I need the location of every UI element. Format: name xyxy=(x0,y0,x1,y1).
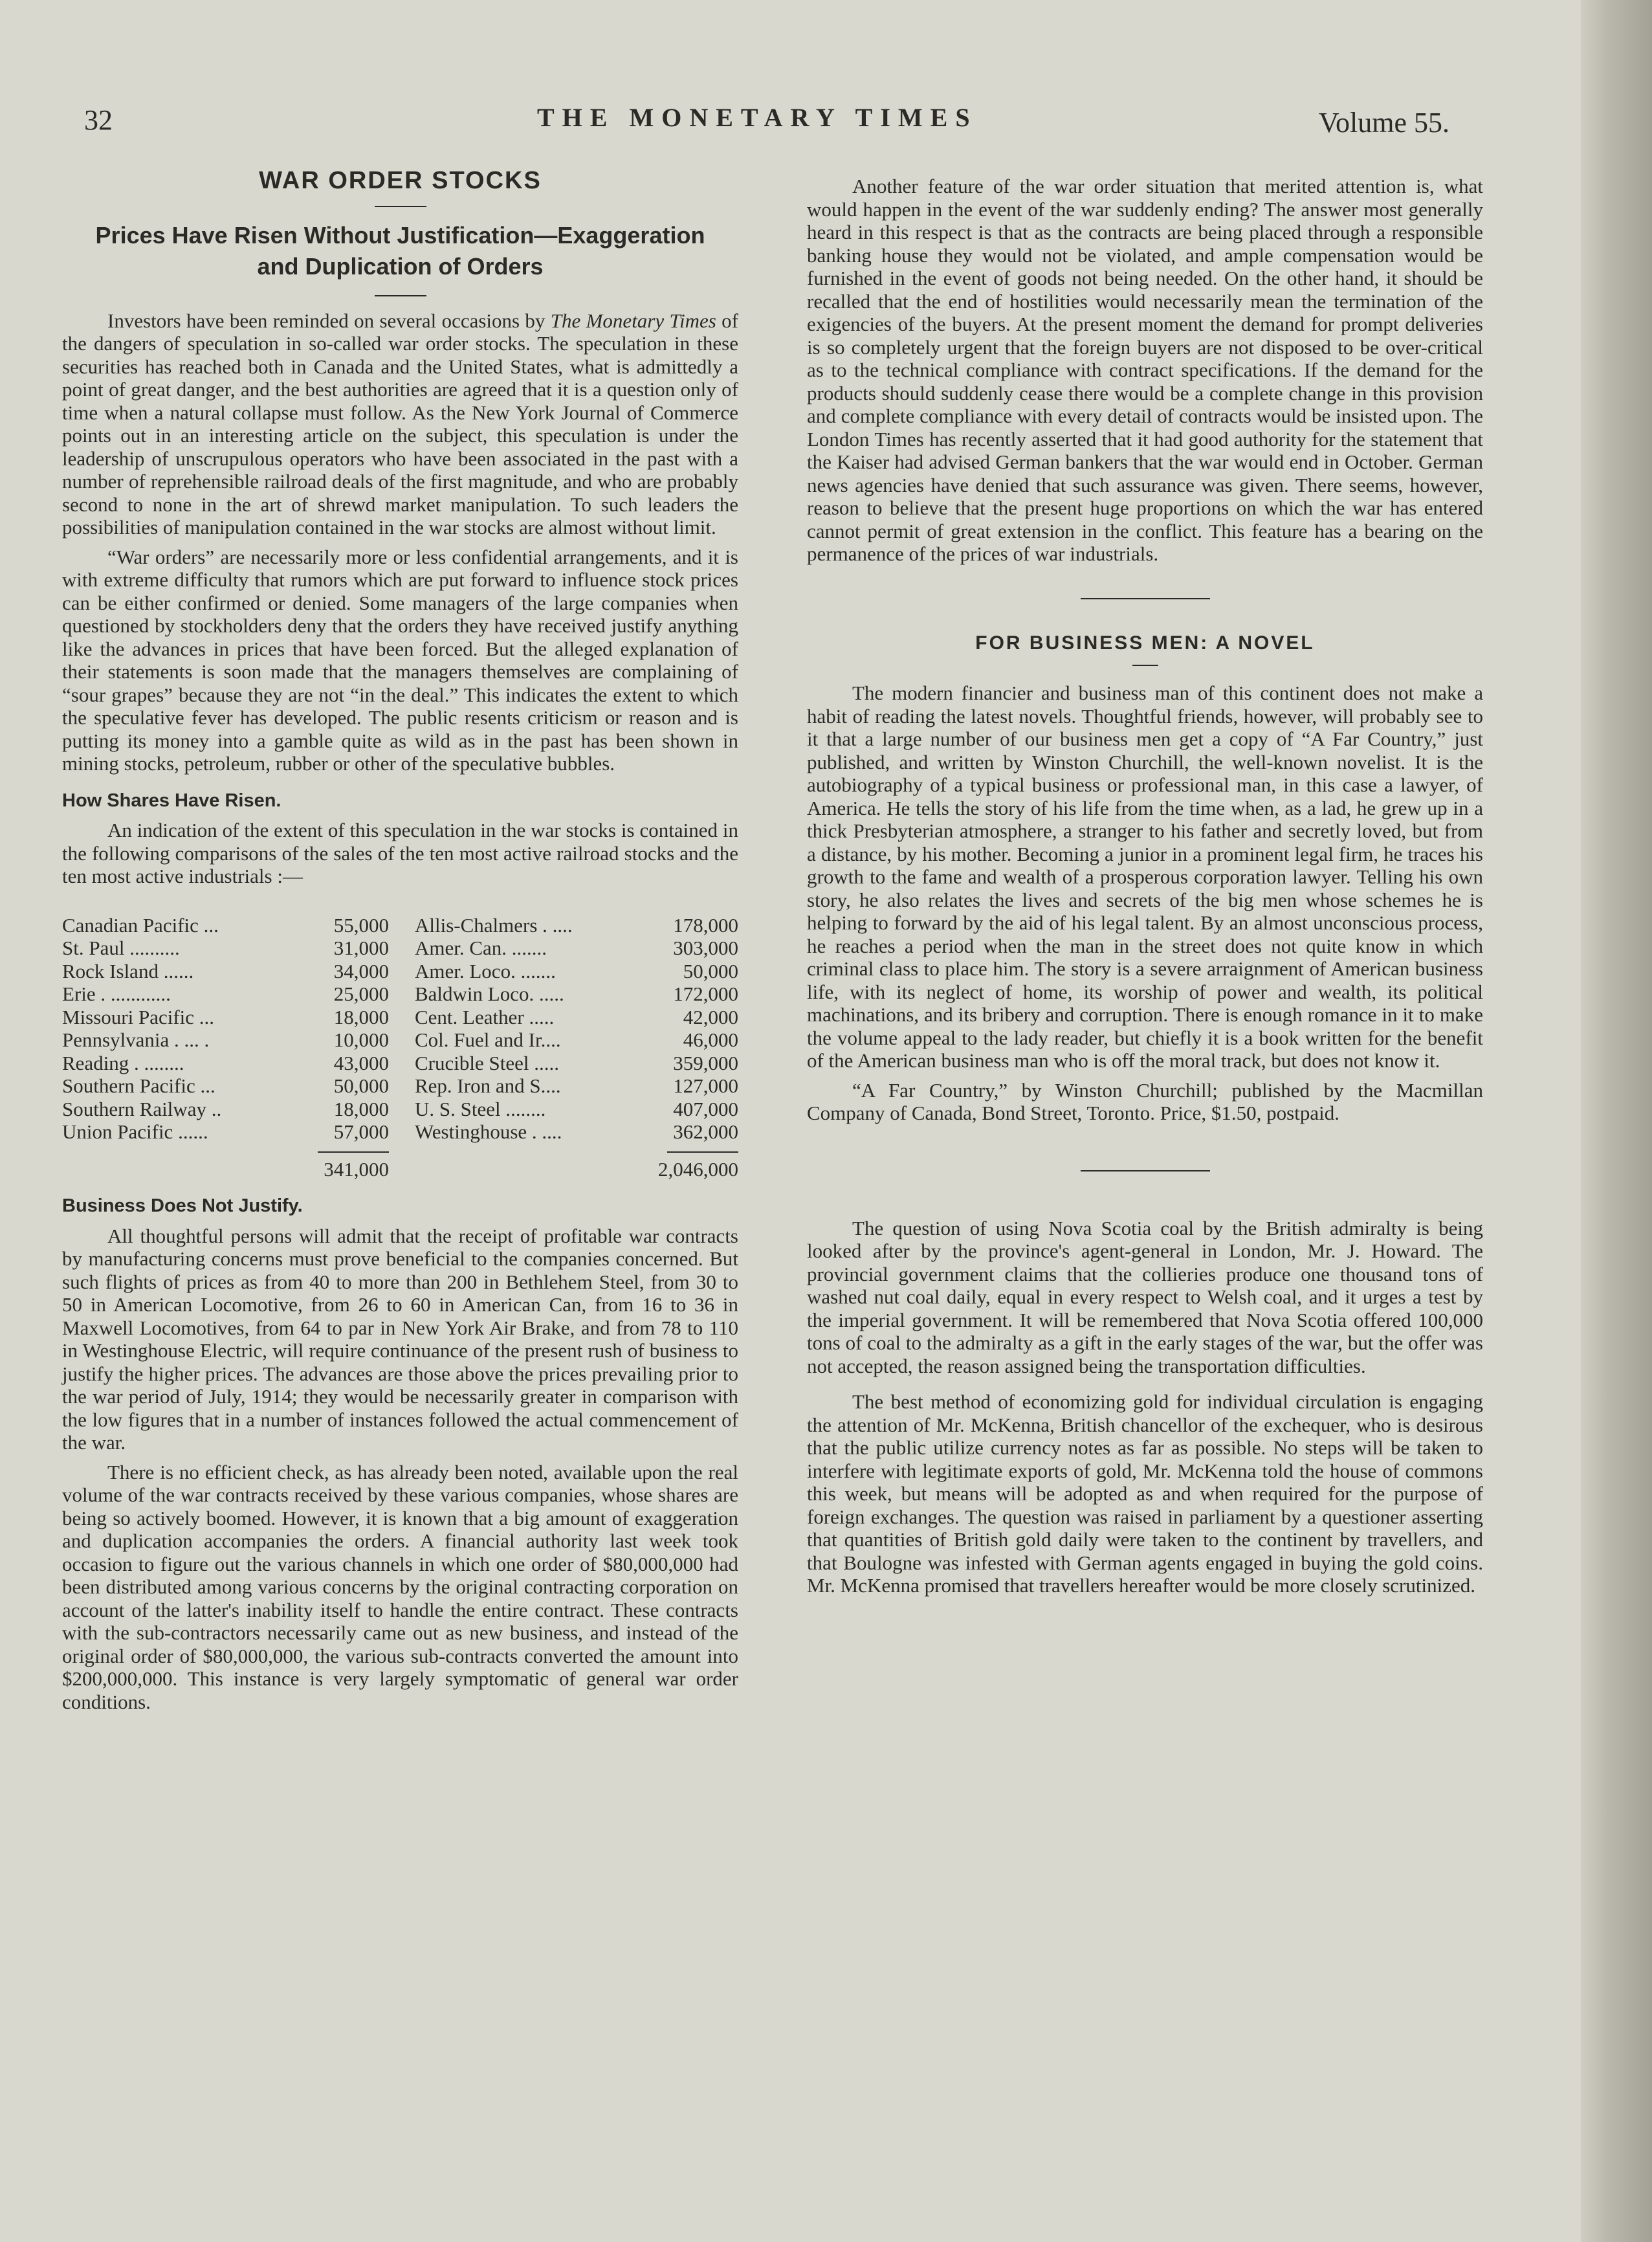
paragraph: Investors have been reminded on several occasions by The Monetary Times of the dangers of speculation in so-called war order stocks. The speculation in these securities has reached both in Canada and the United States, what is admittedly a point of great danger, and the best authorities are agreed that it is a question only of time when a natural collapse must follow. As the New York Journal of Commerce points out in an interesting article on the subject, this speculation is under the leadership of unscrupulous operators who have been associated in the past with a number of reprehensible railroad deals of the first magnitude, and who are probably second to none in the art of shrewd market manipulation. To such leaders the possibilities of manipulation contained in the war stocks are almost without limit. xyxy=(62,309,738,538)
page-number: 32 xyxy=(84,104,113,136)
table-row: Rock Island ...... 34,000 Amer. Loco. ....... 50,000 xyxy=(62,959,738,982)
stock-sales-table xyxy=(62,914,738,1181)
table-total-row xyxy=(62,1151,738,1181)
total-railroad: 341,000 xyxy=(324,1157,389,1181)
paragraph: An indication of the extent of this speculation in the war stocks is contained in the following comparisons of the sales of the ten most active railroad stocks and the ten most active industrials :— xyxy=(62,819,738,887)
left-column xyxy=(62,167,738,1713)
journal-title: THE MONETARY TIMES xyxy=(537,103,978,132)
article-title: FOR BUSINESS MEN: A NOVEL xyxy=(975,632,1315,654)
article-headline: Prices Have Risen Without Justification—Exaggeration and Duplication of Orders xyxy=(95,221,705,280)
paragraph: Another feature of the war order situation that merited attention is, what would happen in the event of the war suddenly ending? The answer most generally heard in this respect is that as the contracts are being placed through a responsible banking house they would not be violated, and ample compensation would be furnished in the event of goods not being needed. On the other hand, it should be recalled that the end of hostilities would necessarily mean the termination of the exigencies of the buyers. At the present moment the demand for prompt deliveries is so completely urgent that the foreign buyers are not disposed to be over-critical as to the technical compliance with contract specifications. If the demand for the products should suddenly cease there would be a complete change in this provision and complete compliance with every detail of contracts would be insisted upon. The London Times has recently asserted that it had good authority for the statement that the Kaiser had advised German bankers that the war would end in October. German news agencies have denied that such assurance was given. There seems, however, reason to believe that the present huge proportions on which the war has entered cannot permit of great extension in the conflict. This feature has a bearing on the permanence of the prices of war industrials. xyxy=(807,175,1483,565)
table-row: Southern Railway .. 18,000 U. S. Steel ........ 407,000 xyxy=(62,1097,738,1120)
paragraph: There is no efficient check, as has already been noted, available upon the real volume of the war contracts received by these various companies, whose shares are being so actively boomed. However, it is known that a big amount of exaggeration and duplication accompanies the orders. A financial authority last week took occasion to figure out the various channels in which one order of $80,000,000 had been distributed among various concerns by the original contracting corporation on account of the latter's inability itself to handle the entire contract. These contracts with the sub-contractors necessarily came out as new business, and instead of the original order of $80,000,000, the various sub-contracts converted the amount into $200,000,000. This instance is very largely symptomatic of general war order conditions. xyxy=(62,1460,738,1713)
divider xyxy=(375,206,426,207)
table-row: Missouri Pacific ... 18,000 Cent. Leather ..... 42,000 xyxy=(62,1005,738,1028)
paragraph: “A Far Country,” by Winston Churchill; published by the Macmillan Company of Canada, Bond Street, Toronto. Price, $1.50, postpaid. xyxy=(807,1078,1483,1124)
table-row: Erie . ............ 25,000 Baldwin Loco. ..... 172,000 xyxy=(62,982,738,1005)
table-row: Pennsylvania . ... . 10,000 Col. Fuel and Ir.... 46,000 xyxy=(62,1028,738,1051)
subheading: How Shares Have Risen. xyxy=(62,790,281,811)
paragraph: The best method of economizing gold for individual circulation is engaging the attention of Mr. McKenna, British chancellor of the exchequer, who is desirous that the public utilize currency notes as far as possible. No steps will be taken to interfere with legitimate exports of gold, Mr. McKenna told the house of commons this week, but means will be adopted as and when required for the purpose of foreign exchanges. The question was raised in parliament by a questioner asserting that quantities of British gold daily were taken to the continent by travellers, and that Boulogne was infested with German agents engaged in buying the gold coins. Mr. McKenna promised that travellers hereafter would be more closely scrutinized. xyxy=(807,1390,1483,1597)
subheading: Business Does Not Justify. xyxy=(62,1195,303,1216)
table-row: Canadian Pacific ... 55,000 Allis-Chalmers . .... 178,000 xyxy=(62,913,738,937)
article-title: WAR ORDER STOCKS xyxy=(259,167,542,194)
paragraph: All thoughtful persons will admit that the receipt of profitable war contracts by manufacturing concerns must prove beneficial to the companies concerned. But such flights of prices as from 40 to more than 200 in Bethlehem Steel, from 30 to 50 in American Locomotive, from 26 to 60 in American Can, from 16 to 36 in Maxwell Locomotives, from 64 to par in New York Air Brake, and from 78 to 110 in Westinghouse Electric, will require continuance of the present rush of business to justify the higher prices. The advances are those above the prices prevailing prior to the war period of July, 1914; they would be necessarily greater in comparison with the low figures that in a number of instances followed the actual commencement of the war. xyxy=(62,1224,738,1454)
page-header xyxy=(84,97,1449,149)
paragraph: The question of using Nova Scotia coal by the British admiralty is being looked after by the province's agent-general in London, Mr. J. Howard. The provincial government claims that the collieries produce one thousand tons of washed nut coal daily, equal in every respect to Welsh coal, and it urges a test by the imperial government. It will be remembered that Nova Scotia offered 100,000 tons of coal to the admiralty as a gift in the early stages of the war, but the offer was not accepted, the reason assigned being the transportation difficulties. xyxy=(807,1216,1483,1377)
divider xyxy=(375,295,426,296)
paragraph: “War orders” are necessarily more or less confidential arrangements, and it is with extreme difficulty that rumors which are put forward to influence stock prices can be either confirmed or denied. Some managers of the large companies when questioned by stockholders deny that the orders they have received justify anything like the advances in prices that have been forced. But the alleged explanation of their statements is soon made that the managers themselves are complaining of “sour grapes” because they are not “in the deal.” This indicates the extent to which the speculative fever has developed. The public resents criticism or reason and is putting its money into a gamble quite as wild as in the past has been shown in mining stocks, petroleum, rubber or other of the speculative bubbles. xyxy=(62,545,738,775)
divider xyxy=(1081,1170,1210,1171)
table-row: Southern Pacific ... 50,000 Rep. Iron and S.... 127,000 xyxy=(62,1074,738,1097)
total-industrial: 2,046,000 xyxy=(658,1157,738,1181)
divider xyxy=(1132,665,1158,666)
table-row: Union Pacific ...... 57,000 Westinghouse . .... 362,000 xyxy=(62,1120,738,1143)
divider xyxy=(1081,598,1210,599)
page-edge-shadow xyxy=(1581,0,1652,2242)
volume-label: Volume 55. xyxy=(1318,107,1449,139)
table-row: St. Paul .......... 31,000 Amer. Can. ....... 303,000 xyxy=(62,937,738,959)
paragraph: The modern financier and business man of this continent does not make a habit of reading the latest novels. Thoughtful friends, however, will probably see to it that a large number of our business men get a copy of “A Far Country,” just published, and written by Winston Churchill, the well-known novelist. It is the autobiography of a typical business or professional man, in this case a lawyer, of America. He tells the story of his life from the time when, as a lad, he grew up in a thick Presbyterian atmosphere, a stranger to his father and secretly loved, but from a distance, by his mother. Becoming a junior in a prominent legal firm, he traces his growth to the fame and wealth of a prosperous corporation lawyer. Telling his own story, he also relates the lives and secrets of the big men whose schemes he is helping to forward by the aid of his legal talent. By an almost unconscious process, he reaches a period when the man in the street does not quite know in which criminal class to place him. The story is a severe arraignment of American business life, with its neglect of home, its worship of power and wealth, its political machinations, and its bribery and corruption. There is enough romance in it to make the volume appeal to the lady reader, but chiefly it is a book written for the benefit of the American business man who is off the moral track, but does not know it. xyxy=(807,682,1483,1072)
table-row: Reading . ........ 43,000 Crucible Steel ..... 359,000 xyxy=(62,1051,738,1074)
right-column xyxy=(807,175,1483,1597)
